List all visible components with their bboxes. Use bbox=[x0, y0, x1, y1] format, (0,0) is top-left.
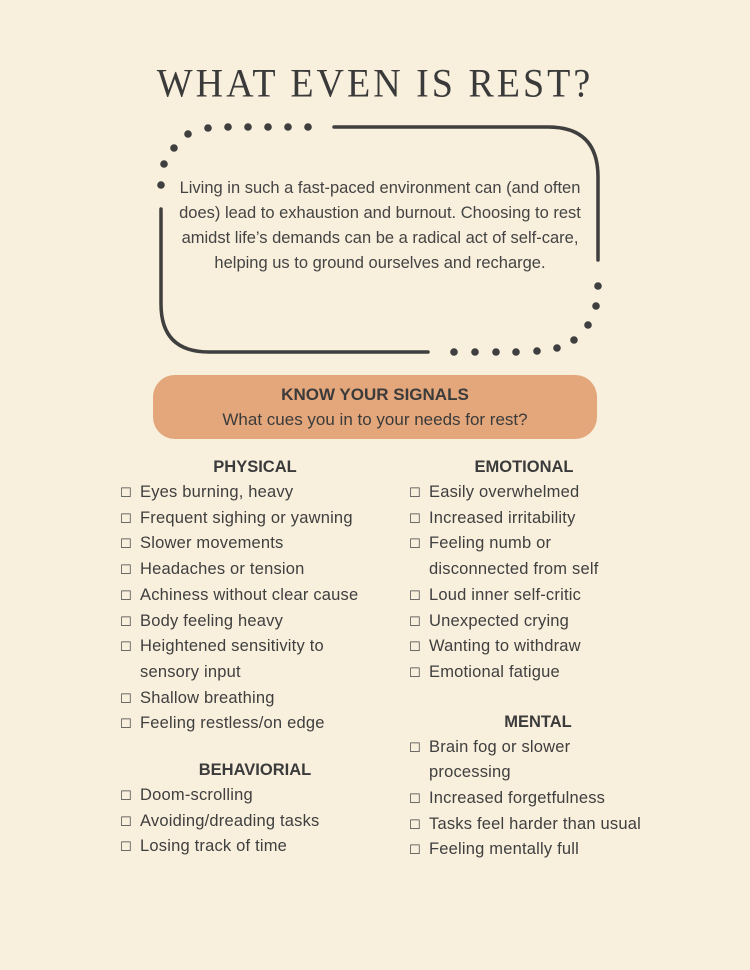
behavioral-item: ☐ Avoiding/dreading tasks bbox=[120, 809, 392, 835]
checkbox-icon[interactable]: ☐ bbox=[409, 816, 421, 832]
emotional-item: ☐ Wanting to withdraw bbox=[409, 634, 679, 660]
checkbox-icon[interactable]: ☐ bbox=[409, 664, 421, 680]
mental-item: ☐ Increased forgetfulness bbox=[409, 786, 679, 812]
emotional-item: ☐ Easily overwhelmed bbox=[409, 480, 679, 506]
checkbox-icon[interactable]: ☐ bbox=[120, 639, 132, 655]
checkbox-icon[interactable]: ☐ bbox=[120, 813, 132, 829]
signals-banner bbox=[153, 375, 597, 439]
checkbox-icon[interactable]: ☐ bbox=[409, 510, 421, 526]
checkbox-icon[interactable]: ☐ bbox=[409, 639, 421, 655]
emotional-item: ☐ Feeling numb or disconnected from self bbox=[409, 531, 654, 582]
checkbox-icon[interactable]: ☐ bbox=[409, 739, 421, 755]
checkbox-icon[interactable]: ☐ bbox=[120, 485, 132, 500]
physical-item: ☐ Eyes burning, heavy bbox=[120, 480, 392, 506]
physical-item: ☐ Feeling restless/on edge bbox=[120, 711, 392, 737]
checkbox-icon[interactable]: ☐ bbox=[409, 536, 421, 552]
physical-item: ☐ Shallow breathing bbox=[120, 686, 392, 712]
mental-item: ☐ Tasks feel harder than usual bbox=[409, 812, 679, 838]
checkbox-icon[interactable]: ☐ bbox=[120, 536, 132, 552]
checkbox-icon[interactable]: ☐ bbox=[120, 587, 132, 603]
behavioral-heading: BEHAVIORIAL bbox=[198, 761, 312, 780]
emotional-item: ☐ Emotional fatigue bbox=[409, 660, 679, 686]
checkbox-icon[interactable]: ☐ bbox=[409, 842, 421, 858]
emotional-item: ☐ Unexpected crying bbox=[409, 609, 679, 635]
physical-item: ☐ Achiness without clear cause bbox=[120, 583, 392, 609]
mental-item: ☐ Feeling mentally full bbox=[409, 837, 679, 863]
checkbox-icon[interactable]: ☐ bbox=[120, 690, 132, 706]
behavioral-item: ☐ Losing track of time bbox=[120, 834, 392, 860]
right-column bbox=[409, 454, 679, 863]
behavioral-section bbox=[120, 757, 392, 860]
physical-heading: PHYSICAL bbox=[213, 458, 297, 476]
physical-item: ☐ Slower movements bbox=[120, 531, 392, 557]
checkbox-icon[interactable]: ☐ bbox=[120, 510, 132, 526]
signals-heading: KNOW YOUR SIGNALS bbox=[281, 385, 469, 404]
page-title: WHAT EVEN IS REST? bbox=[156, 61, 594, 107]
mental-heading: MENTAL bbox=[504, 712, 572, 731]
physical-item: ☐ Frequent sighing or yawning bbox=[120, 506, 392, 532]
checkbox-icon[interactable]: ☐ bbox=[120, 788, 132, 804]
checkbox-icon[interactable]: ☐ bbox=[120, 716, 132, 732]
physical-item: ☐ Body feeling heavy bbox=[120, 609, 392, 635]
checkbox-icon[interactable]: ☐ bbox=[409, 791, 421, 807]
intro-text: Living in such a fast-paced environment can (and often does) lead to exhaustion and burnout. Choosing to rest amidst life’s demands can be a radical act of self-care, helping us to ground ourselves and recharge. bbox=[179, 179, 581, 272]
emotional-item: ☐ Loud inner self-critic bbox=[409, 583, 679, 609]
checkbox-icon[interactable]: ☐ bbox=[120, 839, 132, 855]
checkbox-icon[interactable]: ☐ bbox=[120, 562, 132, 578]
physical-item: ☐ Heightened sensitivity to sensory input bbox=[120, 634, 370, 685]
emotional-heading: EMOTIONAL bbox=[474, 458, 574, 476]
signals-subheading: What cues you in to your needs for rest? bbox=[222, 410, 528, 429]
checkbox-icon[interactable]: ☐ bbox=[409, 613, 421, 629]
emotional-section bbox=[409, 454, 679, 686]
emotional-item: ☐ Increased irritability bbox=[409, 506, 679, 532]
physical-section bbox=[120, 454, 392, 737]
checkbox-icon[interactable]: ☐ bbox=[409, 485, 421, 500]
mental-item: ☐ Brain fog or slower processing bbox=[409, 735, 629, 786]
checkbox-icon[interactable]: ☐ bbox=[120, 613, 132, 629]
checkbox-icon[interactable]: ☐ bbox=[409, 587, 421, 603]
mental-section bbox=[409, 709, 679, 864]
physical-item: ☐ Headaches or tension bbox=[120, 557, 392, 583]
behavioral-item: ☐ Doom-scrolling bbox=[120, 783, 392, 809]
left-column bbox=[120, 454, 392, 860]
